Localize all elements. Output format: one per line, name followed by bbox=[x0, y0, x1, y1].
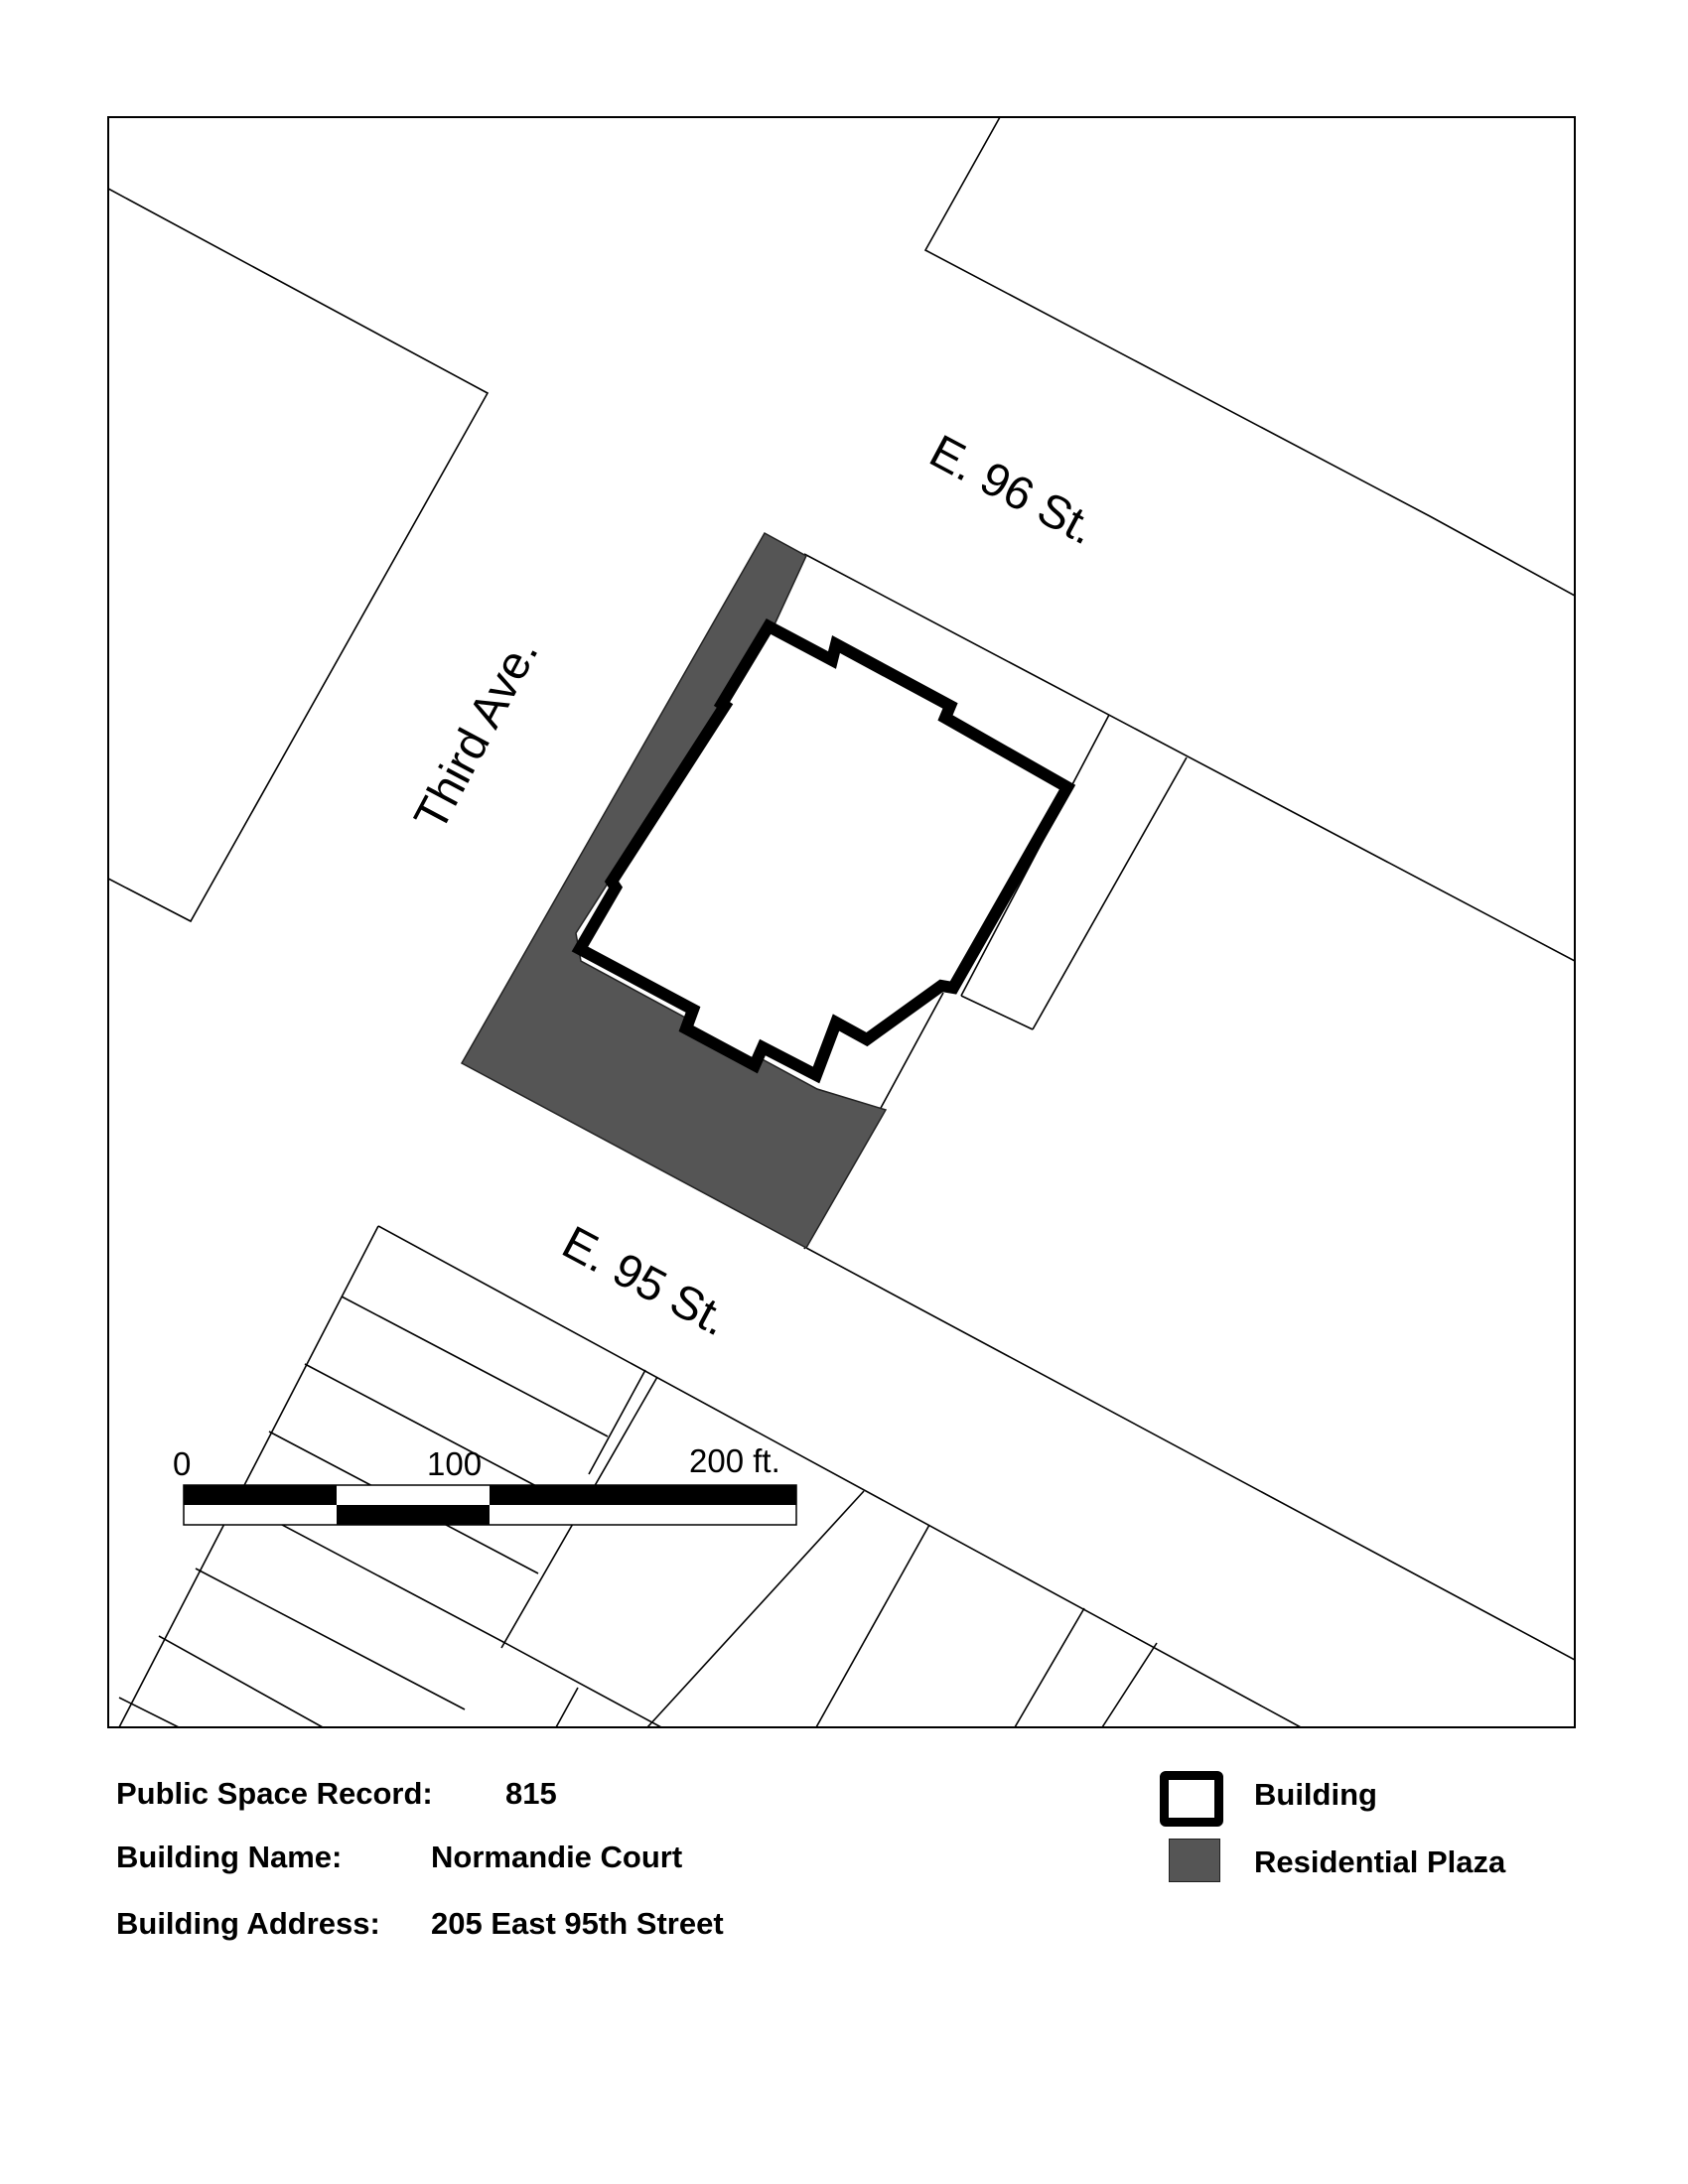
scale-label-0: 0 bbox=[173, 1445, 192, 1482]
legend-building-label: Building bbox=[1254, 1777, 1377, 1812]
scale-label-200: 200 ft. bbox=[689, 1442, 780, 1479]
scale-label-100: 100 bbox=[427, 1445, 483, 1482]
street-label-e96: E. 96 St. bbox=[921, 424, 1105, 555]
building-swatch-icon bbox=[1160, 1771, 1223, 1827]
building-name-value: Normandie Court bbox=[431, 1840, 683, 1874]
building-name-row bbox=[116, 1840, 683, 1875]
plaza-swatch-icon bbox=[1169, 1839, 1220, 1882]
building-address-label: Building Address: bbox=[116, 1906, 380, 1941]
public-space-record-label: Public Space Record: bbox=[116, 1776, 433, 1811]
building-address-row bbox=[116, 1906, 724, 1942]
public-space-record-value: 815 bbox=[505, 1776, 557, 1811]
building-name-label: Building Name: bbox=[116, 1840, 343, 1874]
record-row bbox=[116, 1776, 557, 1812]
building-address-value: 205 East 95th Street bbox=[431, 1906, 724, 1941]
street-label-e95: E. 95 St. bbox=[554, 1215, 738, 1346]
legend-plaza-label: Residential Plaza bbox=[1254, 1844, 1506, 1879]
street-label-third-ave: Third Ave. bbox=[403, 628, 548, 839]
scale-bar bbox=[173, 1442, 796, 1525]
